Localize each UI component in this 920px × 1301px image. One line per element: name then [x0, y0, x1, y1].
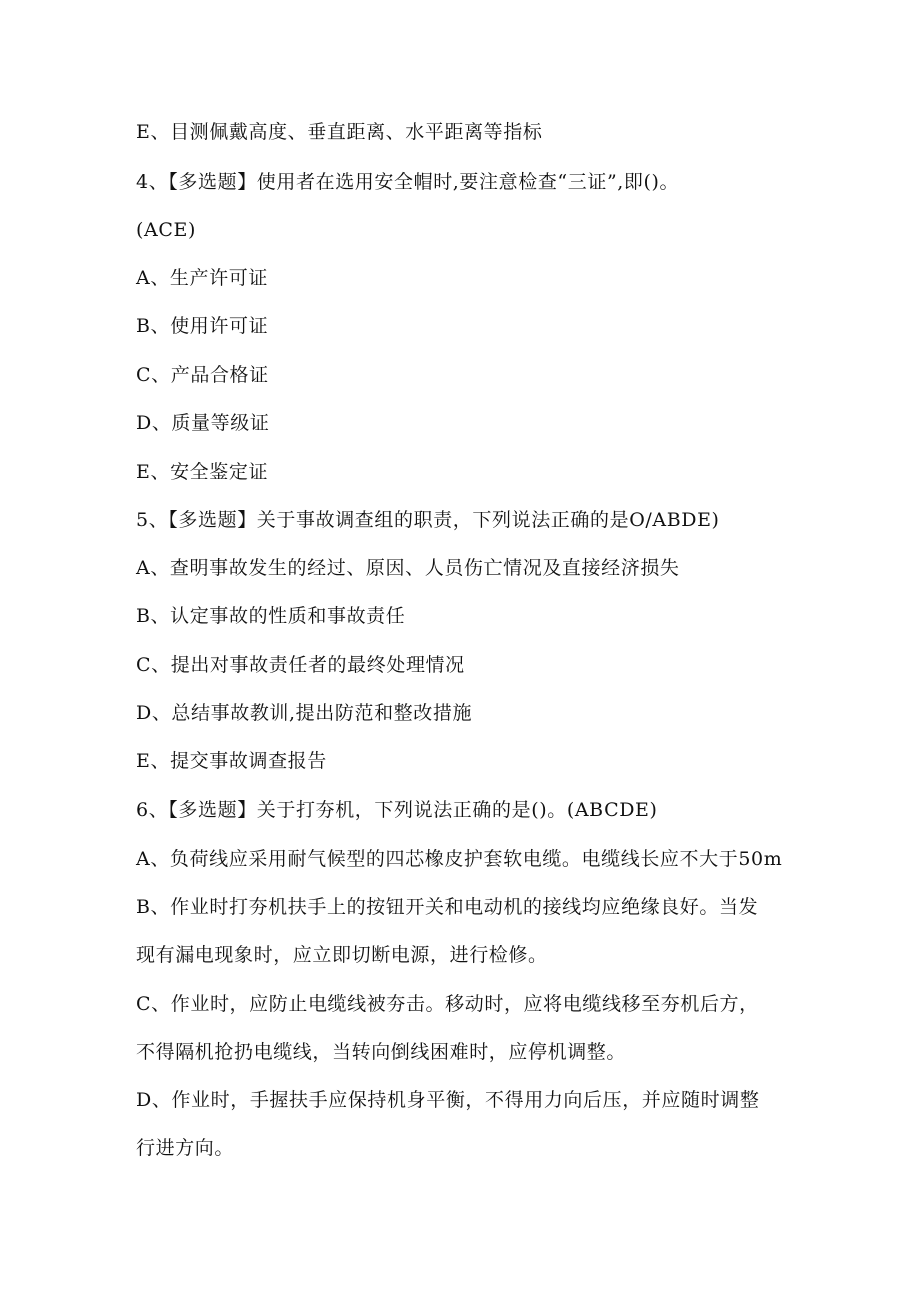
question-4-option-e: E、安全鉴定证 [136, 461, 269, 483]
question-4-option-d: D、质量等级证 [136, 412, 270, 434]
question-4-option-a: A、生产许可证 [136, 267, 268, 289]
question-4-answer: (ACE) [136, 219, 196, 241]
question-6-option-b-cont: 现有漏电现象时，应立即切断电源，进行检修。 [136, 944, 548, 966]
question-5-option-e: E、提交事故调查报告 [136, 750, 327, 772]
question-5-option-b: B、认定事故的性质和事故责任 [136, 605, 406, 627]
question-6-option-c-cont: 不得隔机抢扔电缆线，当转向倒线困难时，应停机调整。 [136, 1041, 627, 1063]
question-6-option-a: A、负荷线应采用耐气候型的四芯橡皮护套软电缆。电缆线长应不大于50m [136, 848, 783, 870]
question-5-option-d: D、总结事故教训,提出防范和整改措施 [136, 702, 473, 724]
question-4-option-c: C、产品合格证 [136, 364, 269, 386]
question-5-option-c: C、提出对事故责任者的最终处理情况 [136, 654, 465, 676]
question-5-option-a: A、查明事故发生的经过、原因、人员伤亡情况及直接经济损失 [136, 557, 680, 579]
question-6-option-b: B、作业时打夯机扶手上的按钮开关和电动机的接线均应绝缘良好。当发 [136, 896, 759, 918]
question-6-option-c: C、作业时，应防止电缆线被夯击。移动时，应将电缆线移至夯机后方， [136, 993, 759, 1015]
text-line: E、目测佩戴高度、垂直距离、水平距离等指标 [136, 121, 543, 143]
question-6-title: 6、【多选题】关于打夯机，下列说法正确的是()。(ABCDE) [136, 799, 658, 821]
question-6-option-d: D、作业时，手握扶手应保持机身平衡，不得用力向后压，并应随时调整 [136, 1089, 760, 1111]
question-4-option-b: B、使用许可证 [136, 315, 269, 337]
question-5-title: 5、【多选题】关于事故调查组的职责，下列说法正确的是O/ABDE) [136, 509, 720, 531]
question-4-title: 4、【多选题】使用者在选用安全帽时,要注意检查“三证”,即()。 [136, 171, 680, 193]
question-6-option-d-cont: 行进方向。 [136, 1137, 235, 1159]
